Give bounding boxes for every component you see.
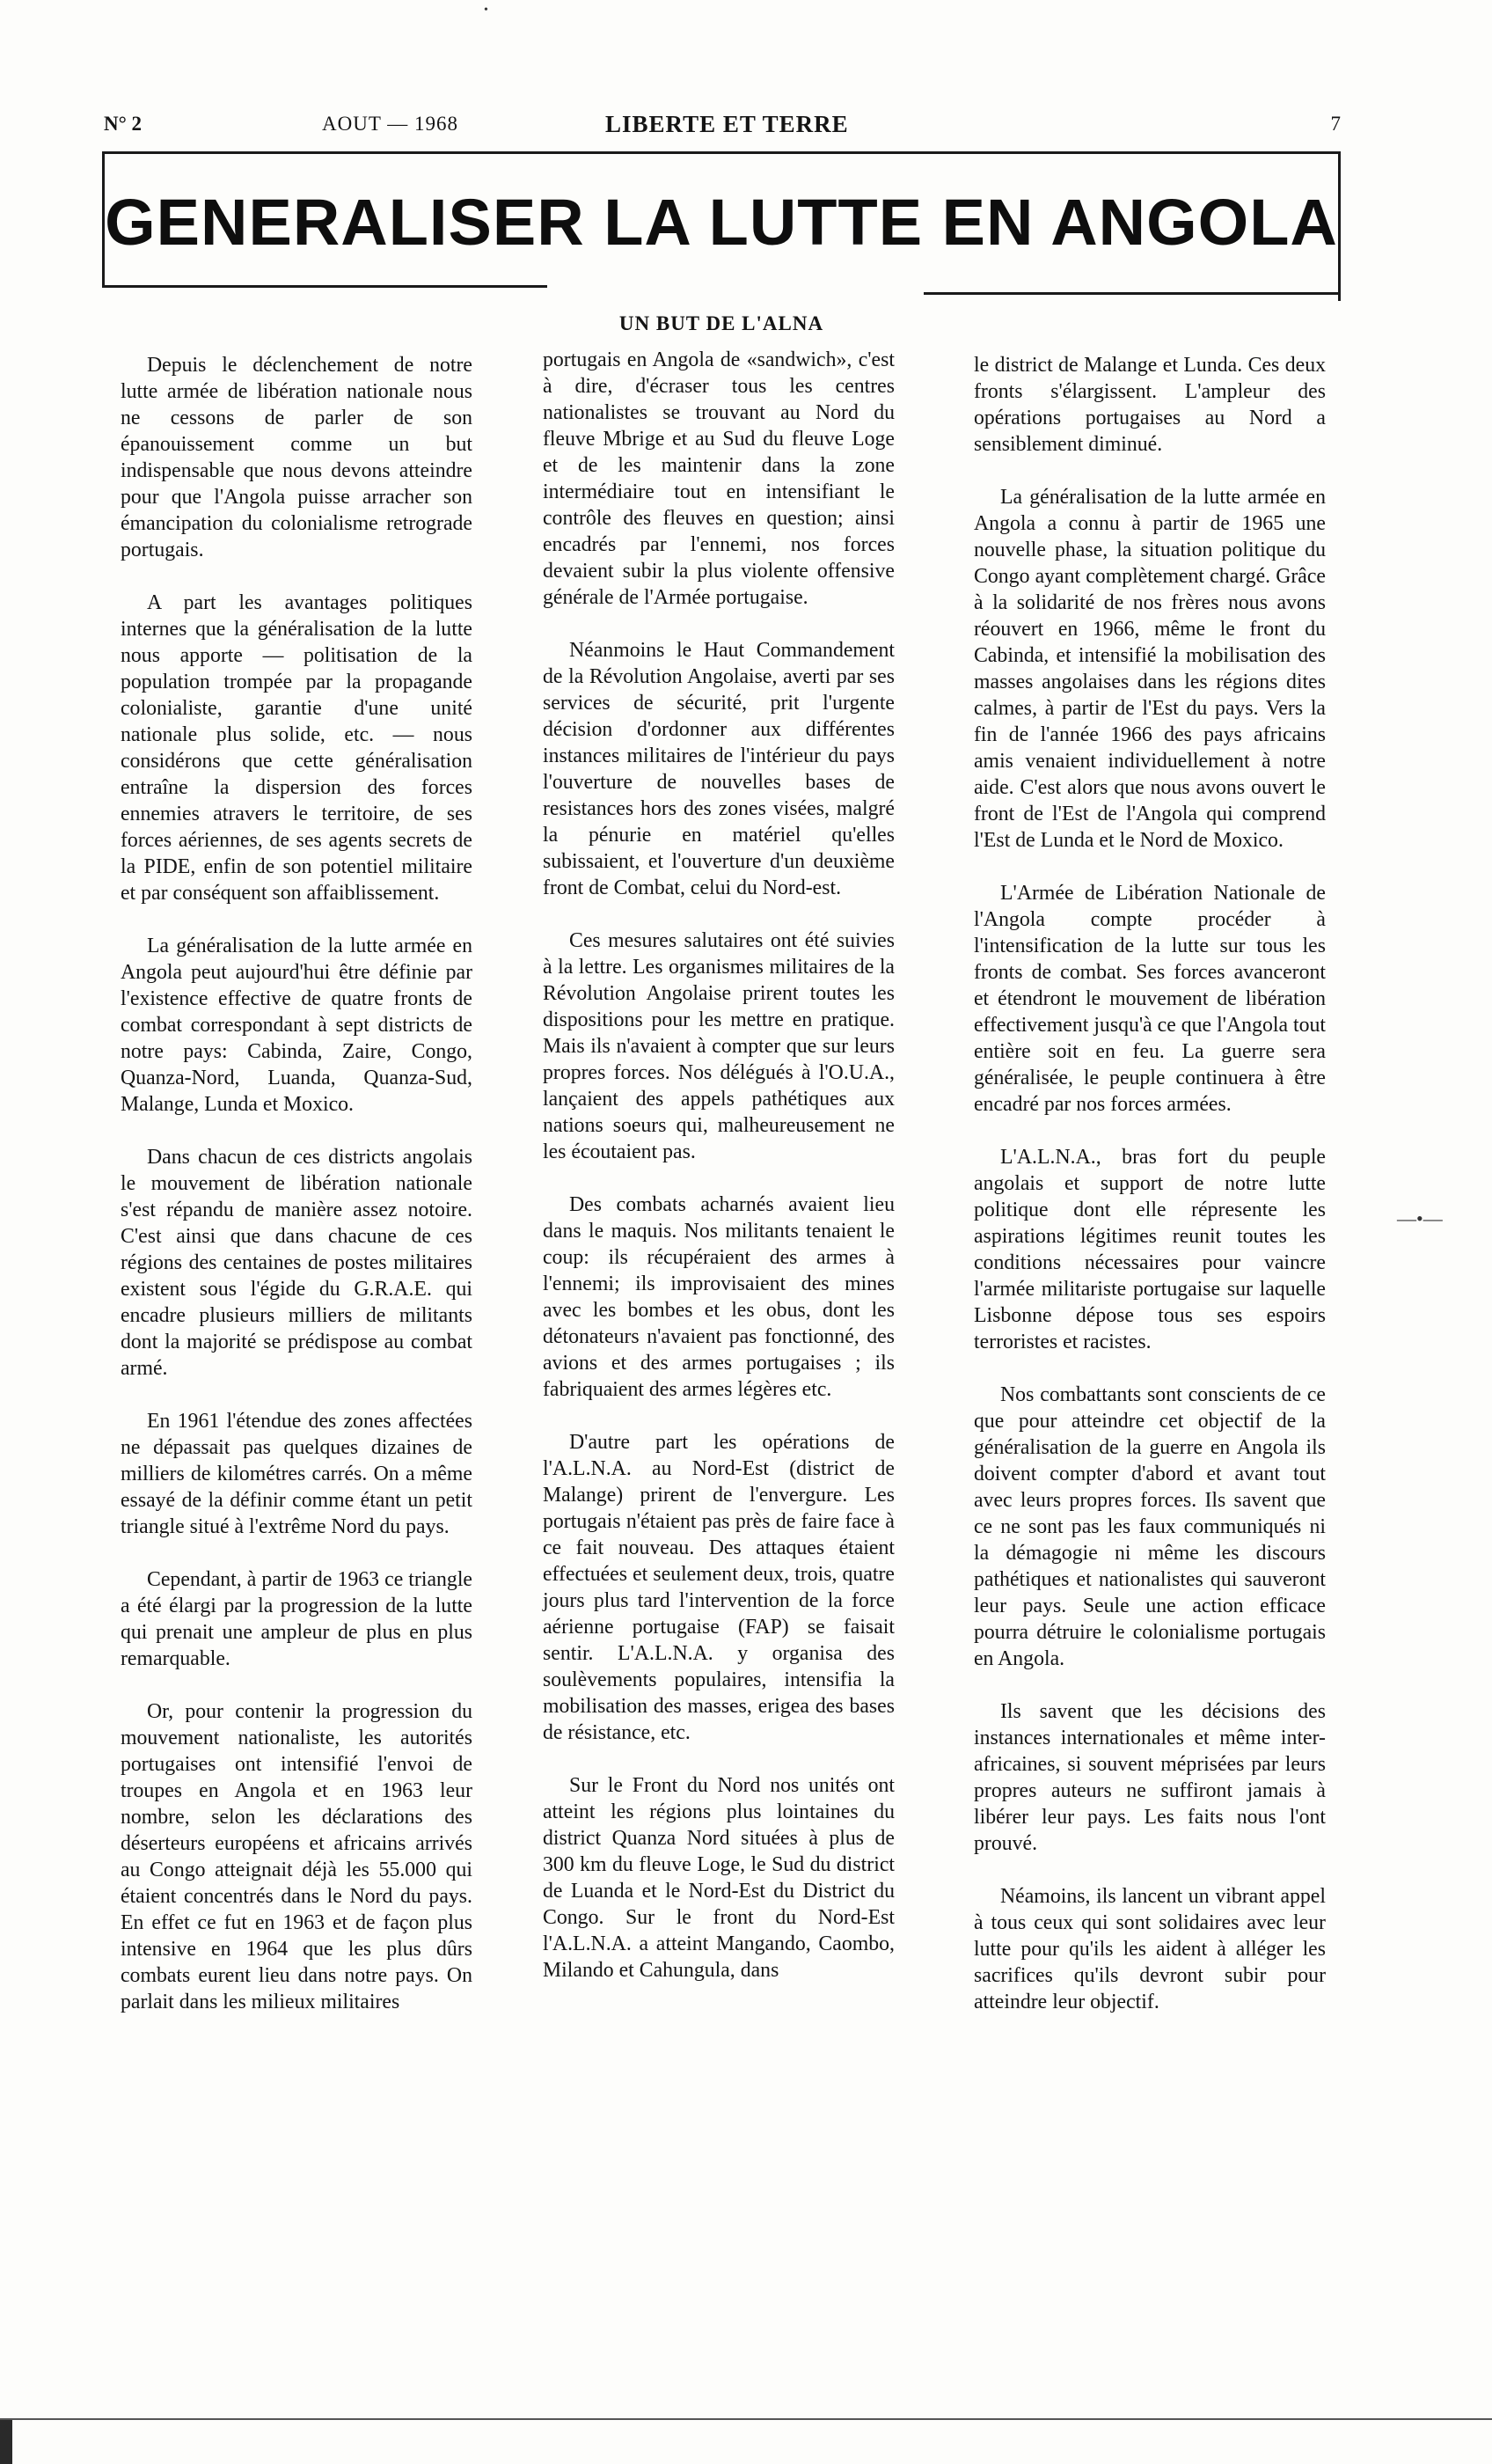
paragraph: portugais en Angola de «sandwich», c'est à dire, d'écraser tous les centres nationalistes se trouvant au Nord du fleuve Mbrige et au Sud du fleuve Loge et de les maintenir dans la zone intermédiaire tout en intensifiant le contrôle des fleuves en question; ainsi encadrés par l'ennemi, nos forces devaient subir la plus violente offensive générale de l'Armée portugaise.	[543, 348, 895, 609]
paragraph: Dans chacun de ces districts angolais le mouvement de libération nationale s'est répandu de manière assez notoire. C'est ainsi que dans chacune de ces régions des centaines de postes militaires existent sous l'égide du G.R.A.E. qui encadre plusieurs milliers de militants dont la majorité se prédispose au combat armé.	[121, 1146, 472, 1380]
paragraph: L'Armée de Libération Nationale de l'Angola compte procéder à l'intensification de la lutte sur tous les fronts de combat. Ses forces avanceront et étendront le mouvement de libération effectivement jusqu'à ce que l'Angola tout entière soit en feu. La guerre sera généralisée, le peuple continuera à être encadré par nos forces armées.	[974, 882, 1326, 1116]
frame-rule-top	[102, 151, 1341, 154]
issue-number: N° 2	[104, 113, 143, 135]
title-frame	[102, 151, 1341, 301]
paragraph: Depuis le déclenchement de notre lutte armée de libération nationale nous ne cessons de parler de son épanouissement comme un but indispensable que nous devons atteindre pour que l'Angola puisse arracher son émancipation du colonialisme retrograde portugais.	[121, 354, 472, 561]
scan-speck: —•—	[1397, 1207, 1443, 1229]
scan-edge-mark	[0, 2420, 12, 2464]
journal-name: LIBERTE ET TERRE	[605, 111, 849, 137]
paragraph: le district de Malange et Lunda. Ces deux fronts s'élargissent. L'ampleur des opérations portugaises au Nord a sensiblement diminué.	[974, 354, 1326, 456]
paragraph: Nos combattants sont conscients de ce que pour atteindre cet objectif de la généralisation de la guerre en Angola ils doivent compter d'abord et avant tout avec leurs propres forces. Ils savent que ce ne sont pas les faux communiqués ni la démagogie ni même les discours pathétiques et nationalistes qui sauveront leur pays. Seule une action efficace pourra détruire le colonialisme portugais en Angola.	[974, 1383, 1326, 1670]
paragraph: Ils savent que les décisions des instances internationales et même inter-africaines, si souvent méprisées par leurs propres auteurs ne suffiront jamais à libérer leur pays. Les faits nous l'ont prouvé.	[974, 1700, 1326, 1855]
paragraph: Cependant, à partir de 1963 ce triangle a été élargi par la progression de la lutte qui prenait une ampleur de plus en plus remarquable.	[121, 1568, 472, 1670]
frame-rule-bottom-right	[924, 292, 1341, 295]
paragraph: Néamoins, ils lancent un vibrant appel à tous ceux qui sont solidaires avec leur lutte pour qu'ils les aident à alléger les sacrifices qu'ils devront subir pour atteindre leur objectif.	[974, 1885, 1326, 2013]
scan-edge-line	[0, 2418, 1492, 2420]
page-number: 7	[1330, 113, 1341, 135]
paragraph: D'autre part les opérations de l'A.L.N.A. au Nord-Est (district de Malange) prirent de l'envergure. Les portugais n'étaient pas près de faire face à ce fait nouveau. Des attaques étaient effectuées et seulement deux, trois, quatre jours plus tard l'intervention de la force aérienne portugaise (FAP) se faisait sentir. L'A.L.N.A. y organisa des soulèvements populaires, intensifia la mobilisation des masses, erigea des bases de résistance, etc.	[543, 1431, 895, 1744]
paragraph: L'A.L.N.A., bras fort du peuple angolais et support de notre lutte politique dont elle répresente les aspirations légitimes reunit toutes les conditions nécessaires pour vaincre l'armée militariste portugaise sur laquelle Lisbonne dépose tous ses espoirs terroristes et racistes.	[974, 1146, 1326, 1353]
article-column-2	[543, 347, 895, 2010]
article-column-1	[121, 352, 472, 2042]
paragraph: En 1961 l'étendue des zones affectées ne dépassait pas quelques dizaines de milliers de kilométres carrés. On a même essayé de la définir comme étant un petit triangle situé à l'extrême Nord du pays.	[121, 1410, 472, 1538]
article-title: GENERALISER LA LUTTE EN ANGOLA	[105, 186, 1338, 259]
paragraph: Ces mesures salutaires ont été suivies à la lettre. Les organismes militaires de la Révolution Angolaise prirent toutes les dispositions pour les mettre en pratique. Mais ils n'avaient à compter que sur leurs propres forces. Nos délégués à l'O.U.A., lançaient des appels pathétiques aux nations soeurs qui, malheureusement ne les écoutaient pas.	[543, 929, 895, 1163]
paragraph: Or, pour contenir la progression du mouvement nationaliste, les autorités portugaises ont intensifié l'envoi de troupes en Angola et en 1963 leur nombre, selon les déclarations des déserteurs européens et africains arrivés au Congo atteignait déjà les 55.000 qui étaient concentrés dans le Nord du pays. En effet ce fut en 1963 et de façon plus intensive en 1964 que les plus dûrs combats eurent lieu dans notre pays. On parlait dans les milieux militaires	[121, 1700, 472, 2013]
page-header	[104, 113, 1341, 144]
issue-date: AOUT — 1968	[322, 113, 458, 135]
paragraph: Sur le Front du Nord nos unités ont atteint les régions plus lointaines du district Quanza Nord situées à plus de 300 km du fleuve Loge, le Sud du district de Luanda et le Nord-Est du District du Congo. Sur le front du Nord-Est l'A.L.N.A. a atteint Mangando, Caombo, Milando et Cahungula, dans	[543, 1774, 895, 1982]
scan-speck: •	[484, 4, 488, 17]
paragraph: A part les avantages politiques internes que la généralisation de la lutte nous apporte — politisation de la population trompée par la propagande colonialiste, garantie d'une unité nationale plus solide, etc. — nous considérons que cette généralisation entraîne la dispersion des forces ennemies atravers le territoire, de ses forces aériennes, de ses agents secrets de la PIDE, enfin de son potentiel militaire et par conséquent son affaiblissement.	[121, 591, 472, 905]
paragraph: Des combats acharnés avaient lieu dans le maquis. Nos militants tenaient le coup: ils récupéraient des armes à l'ennemi; ils improvisaient des mines avec les bombes et les obus, dont les détonateurs n'avaient pas fonctionné, des avions et des armes portugaises ; ils fabriquaient des armes légères etc.	[543, 1193, 895, 1401]
article-subtitle: UN BUT DE L'ALNA	[618, 312, 824, 334]
paragraph: La généralisation de la lutte armée en Angola peut aujourd'hui être définie par l'existence effective de quatre fronts de combat correspondant à sept districts de notre pays: Cabinda, Zaire, Congo, Quanza-Nord, Luanda, Quanza-Sud, Malange, Lunda et Moxico.	[121, 935, 472, 1116]
article-column-3	[974, 352, 1326, 2042]
frame-rule-bottom-left	[102, 285, 547, 288]
paragraph: Néanmoins le Haut Commandement de la Révolution Angolaise, averti par ses services de sécurité, prit l'urgente décision d'ordonner aux différentes instances militaires de l'intérieur du pays l'ouverture de nouvelles bases de resistances hors des zones visées, malgré la pénurie en matériel qu'elles subissaient, et l'ouverture d'un deuxième front de Combat, celui du Nord-est.	[543, 639, 895, 899]
paragraph: La généralisation de la lutte armée en Angola a connu à partir de 1965 une nouvelle phase, la situation politique du Congo ayant complètement chargé. Grâce à la solidarité de nos frères nous avons réouvert en 1966, même le front du Cabinda, et intensifié la mobilisation des masses angolaises dans les régions dites calmes, à partir de l'Est du pays. Vers la fin de l'année 1966 des pays africains amis venaient individuellement à notre aide. C'est alors que nous avons ouvert le front de l'Est de l'Angola qui comprend l'Est de Lunda et le Nord de Moxico.	[974, 486, 1326, 852]
